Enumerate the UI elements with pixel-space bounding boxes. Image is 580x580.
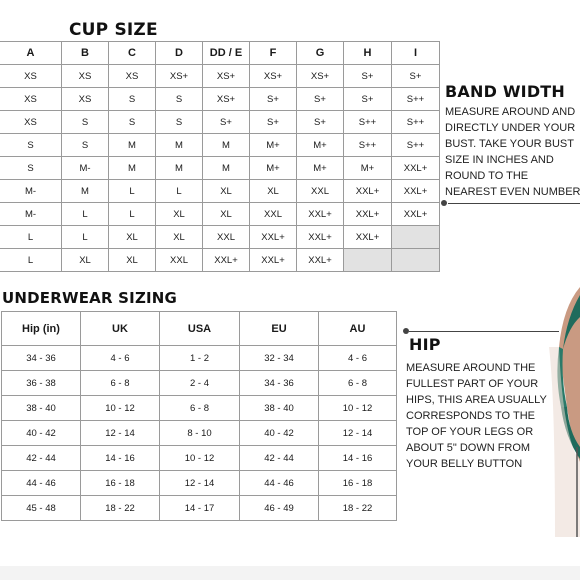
cup-size-cell [344,249,392,272]
cup-size-cell: S [0,134,62,157]
cup-size-cell: XXL+ [297,203,344,226]
underwear-cell: 38 - 40 [240,396,319,421]
underwear-cell: 14 - 16 [319,446,397,471]
cup-size-cell: L [109,180,156,203]
cup-size-cell: XS [62,88,109,111]
underwear-cell: 14 - 16 [81,446,160,471]
cup-size-cell: XS [0,65,62,88]
cup-size-cell: S++ [344,111,392,134]
underwear-row [2,496,397,521]
cup-size-header-cell: D [156,42,203,65]
cup-size-cell: XS [109,65,156,88]
cup-size-cell: S++ [344,134,392,157]
cup-size-cell: XXL [297,180,344,203]
cup-size-cell: XXL+ [250,249,297,272]
cup-size-cell: XXL [203,226,250,249]
cup-size-cell: XL [203,203,250,226]
cup-size-cell: S [156,111,203,134]
cup-size-row [0,249,440,272]
cup-size-row [0,65,440,88]
underwear-header-cell: USA [160,312,240,346]
cup-size-cell: M [203,157,250,180]
band-width-description-line: SIZE IN INCHES AND [445,154,554,166]
underwear-row [2,371,397,396]
cup-size-row [0,157,440,180]
cup-size-cell: M+ [297,134,344,157]
hip-description-line: HIPS, THIS AREA USUALLY [406,394,547,406]
underwear-cell: 44 - 46 [240,471,319,496]
cup-size-cell: S+ [250,111,297,134]
underwear-cell: 12 - 14 [160,471,240,496]
cup-size-row [0,134,440,157]
underwear-row [2,421,397,446]
band-width-description-line: MEASURE AROUND AND [445,106,576,118]
underwear-header-cell: UK [81,312,160,346]
underwear-header-row [2,312,397,346]
hip-description-line: FULLEST PART OF YOUR [406,378,539,390]
hip-pointer-line [409,331,559,332]
underwear-cell: 44 - 46 [2,471,81,496]
cup-size-cell: XL [250,180,297,203]
cup-size-cell: XXL+ [392,203,440,226]
cup-size-cell: S++ [392,88,440,111]
cup-size-cell: M- [0,180,62,203]
underwear-cell: 36 - 38 [2,371,81,396]
cup-size-row [0,111,440,134]
underwear-cell: 16 - 18 [319,471,397,496]
hip-title: HIP [409,335,441,354]
underwear-row [2,471,397,496]
cup-size-cell: S+ [344,65,392,88]
underwear-cell: 38 - 40 [2,396,81,421]
cup-size-cell: L [62,226,109,249]
band-width-pointer-line [448,203,580,204]
cup-size-cell: M+ [344,157,392,180]
underwear-cell: 34 - 36 [2,346,81,371]
underwear-cell: 8 - 10 [160,421,240,446]
cup-size-cell: XS+ [297,65,344,88]
cup-size-cell [392,226,440,249]
cup-size-cell: L [156,180,203,203]
band-width-description-line: ROUND TO THE [445,170,529,182]
cup-size-cell: S [62,134,109,157]
cup-size-row [0,203,440,226]
cup-size-cell: XXL+ [344,226,392,249]
band-width-description-line: NEAREST EVEN NUMBER [445,186,580,198]
cup-size-cell: XXL+ [344,203,392,226]
underwear-row [2,446,397,471]
cup-size-cell: XXL+ [297,249,344,272]
underwear-cell: 40 - 42 [2,421,81,446]
underwear-cell: 45 - 48 [2,496,81,521]
underwear-cell: 16 - 18 [81,471,160,496]
cup-size-header-cell: DD / E [203,42,250,65]
cup-size-cell: S+ [250,88,297,111]
cup-size-header-cell: C [109,42,156,65]
band-width-description [445,104,580,200]
band-width-description-line: DIRECTLY UNDER YOUR [445,122,576,134]
cup-size-cell: S [109,88,156,111]
cup-size-cell: XXL+ [344,180,392,203]
cup-size-cell: S [109,111,156,134]
cup-size-cell: M+ [297,157,344,180]
cup-size-cell: XS+ [250,65,297,88]
cup-size-cell: L [62,203,109,226]
cup-size-cell: XL [156,203,203,226]
cup-size-cell: M+ [250,134,297,157]
cup-size-cell: M [109,157,156,180]
underwear-cell: 32 - 34 [240,346,319,371]
hip-description-line: YOUR BELLY BUTTON [406,458,523,470]
cup-size-cell: S [156,88,203,111]
cup-size-cell: S [62,111,109,134]
underwear-header-cell: AU [319,312,397,346]
cup-size-cell: S+ [344,88,392,111]
underwear-cell: 4 - 6 [319,346,397,371]
underwear-header-cell: EU [240,312,319,346]
cup-size-header-cell: F [250,42,297,65]
cup-size-cell: XXL [156,249,203,272]
underwear-cell: 12 - 14 [319,421,397,446]
cup-size-row [0,88,440,111]
cup-size-cell: L [0,226,62,249]
underwear-sizing-table [1,311,397,521]
cup-size-cell: XL [62,249,109,272]
cup-size-cell: S++ [392,134,440,157]
cup-size-cell: XS [62,65,109,88]
underwear-header-cell: Hip (in) [2,312,81,346]
cup-size-header-cell: B [62,42,109,65]
cup-size-cell: S+ [392,65,440,88]
underwear-cell: 40 - 42 [240,421,319,446]
model-photo-fragment [549,287,580,537]
underwear-cell: 42 - 44 [240,446,319,471]
cup-size-cell: M [156,157,203,180]
cup-size-cell: M [156,134,203,157]
underwear-cell: 2 - 4 [160,371,240,396]
cup-size-row [0,226,440,249]
underwear-cell: 10 - 12 [160,446,240,471]
underwear-cell: 1 - 2 [160,346,240,371]
hip-description-line: ABOUT 5" DOWN FROM [406,442,531,454]
underwear-row [2,396,397,421]
cup-size-cell: XS [0,111,62,134]
bottom-strip [0,566,580,580]
cup-size-cell [392,249,440,272]
cup-size-cell: XL [109,226,156,249]
cup-size-cell: XS+ [203,88,250,111]
cup-size-cell: M+ [250,157,297,180]
cup-size-cell: M [62,180,109,203]
underwear-cell: 14 - 17 [160,496,240,521]
cup-size-cell: XXL+ [392,180,440,203]
cup-size-cell: L [0,249,62,272]
cup-size-cell: XL [156,226,203,249]
cup-size-row [0,180,440,203]
cup-size-cell: XL [203,180,250,203]
hip-description-line: MEASURE AROUND THE [406,362,536,374]
band-width-title: BAND WIDTH [445,82,566,101]
cup-size-cell: M- [0,203,62,226]
cup-size-header-cell: H [344,42,392,65]
cup-size-cell: S [0,157,62,180]
underwear-cell: 12 - 14 [81,421,160,446]
cup-size-cell: XXL [250,203,297,226]
underwear-cell: 6 - 8 [319,371,397,396]
cup-size-header-cell: G [297,42,344,65]
underwear-cell: 6 - 8 [81,371,160,396]
cup-size-header-row [0,42,440,65]
underwear-cell: 10 - 12 [319,396,397,421]
underwear-row [2,346,397,371]
cup-size-cell: M [109,134,156,157]
underwear-cell: 10 - 12 [81,396,160,421]
underwear-cell: 46 - 49 [240,496,319,521]
cup-size-table [0,41,440,272]
cup-size-cell: S+ [297,111,344,134]
band-width-description-line: BUST. TAKE YOUR BUST [445,138,574,150]
cup-size-cell: XS [0,88,62,111]
band-width-pointer-dot [441,200,447,206]
cup-size-header-cell: I [392,42,440,65]
cup-size-cell: S++ [392,111,440,134]
underwear-sizing-title: UNDERWEAR SIZING [2,289,178,307]
underwear-cell: 18 - 22 [319,496,397,521]
underwear-cell: 34 - 36 [240,371,319,396]
cup-size-cell: S+ [297,88,344,111]
underwear-cell: 4 - 6 [81,346,160,371]
underwear-cell: 18 - 22 [81,496,160,521]
cup-size-title: CUP SIZE [69,20,158,40]
cup-size-cell: XS+ [203,65,250,88]
hip-description-line: TOP OF YOUR LEGS OR [406,426,534,438]
cup-size-cell: M- [62,157,109,180]
cup-size-cell: S+ [203,111,250,134]
underwear-cell: 6 - 8 [160,396,240,421]
cup-size-cell: M [203,134,250,157]
cup-size-cell: XS+ [156,65,203,88]
underwear-cell: 42 - 44 [2,446,81,471]
hip-description-line: CORRESPONDS TO THE [406,410,535,422]
cup-size-cell: XXL+ [203,249,250,272]
cup-size-cell: XXL+ [392,157,440,180]
hip-description [406,360,556,472]
cup-size-cell: XL [109,249,156,272]
cup-size-header-cell: A [0,42,62,65]
cup-size-cell: XXL+ [250,226,297,249]
cup-size-cell: XXL+ [297,226,344,249]
cup-size-cell: L [109,203,156,226]
